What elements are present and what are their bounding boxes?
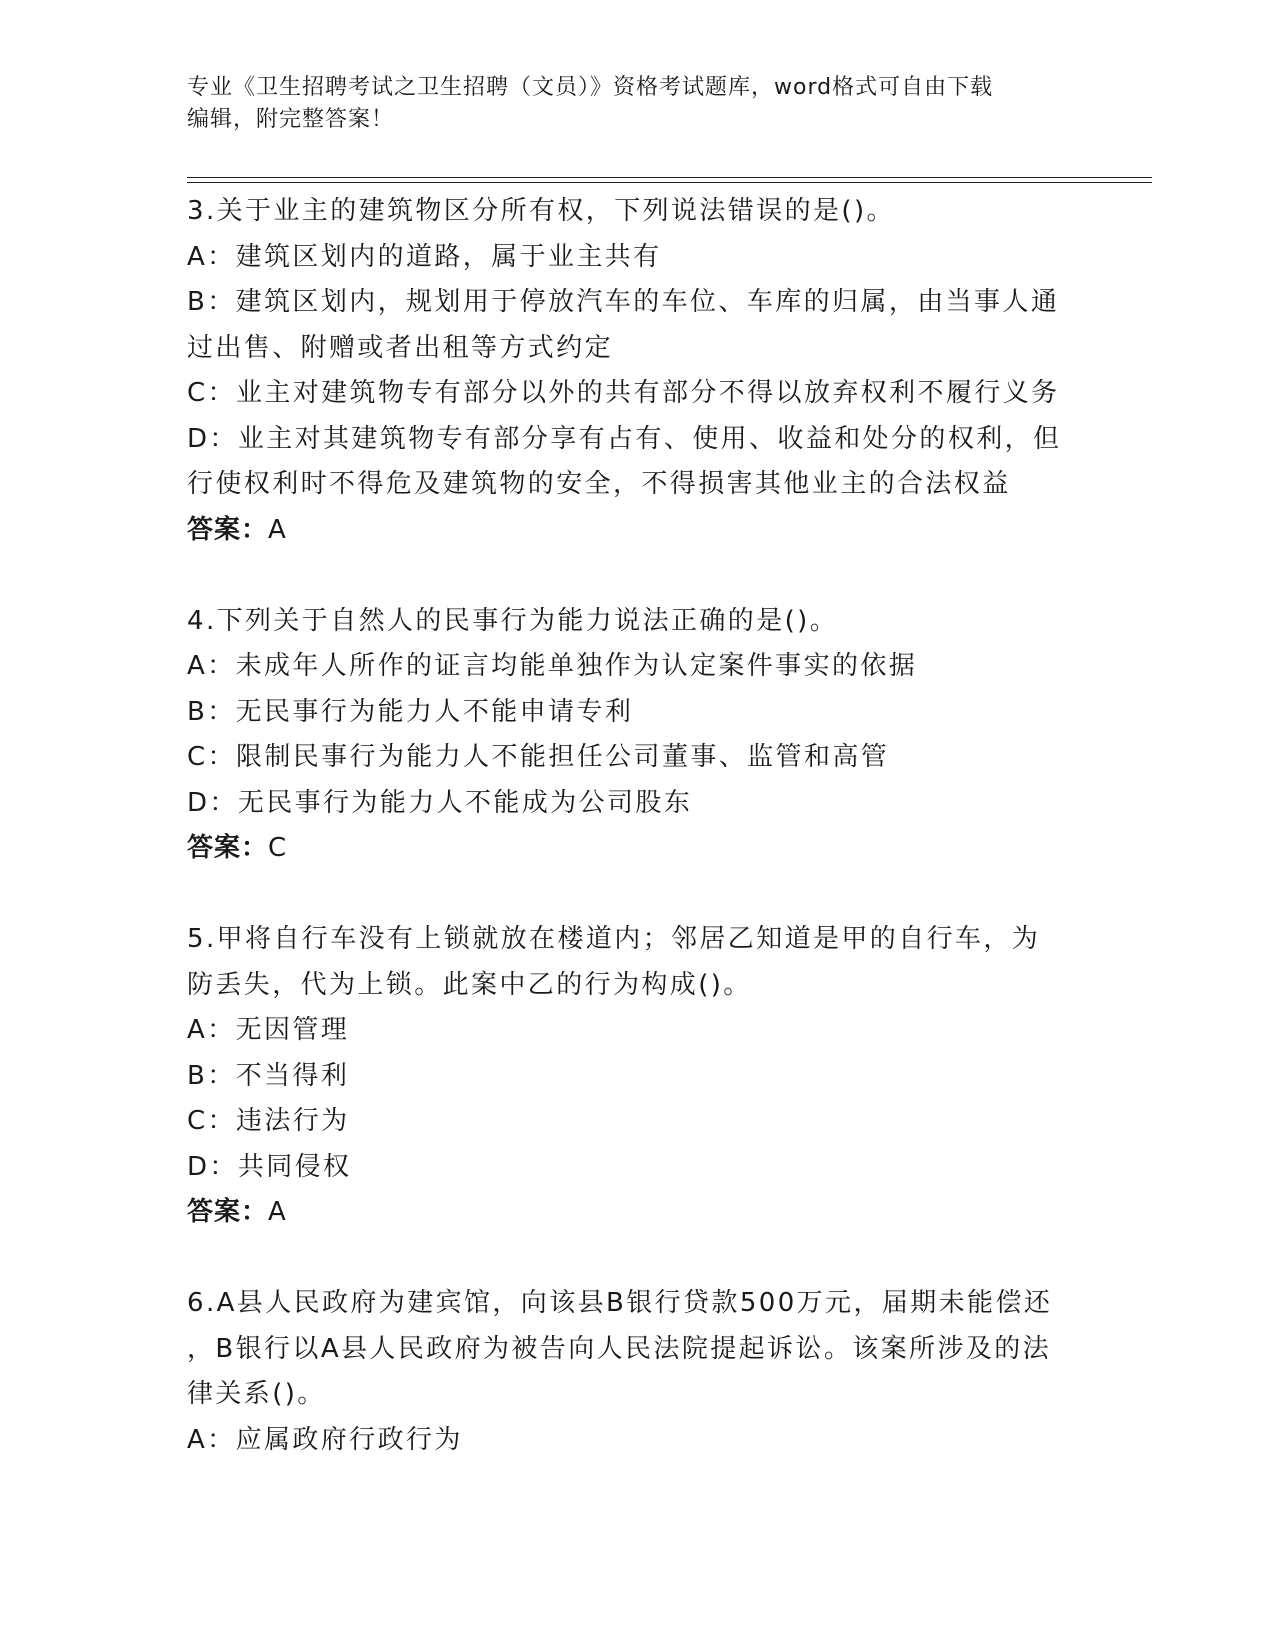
question-block (187, 917, 1087, 1236)
question-stem: 4.下列关于自然人的民事行为能力说法正确的是()。 (187, 605, 839, 636)
option-c: C：限制民事行为能力人不能担任公司董事、监管和高管 (187, 742, 890, 772)
option-a: A：应属政府行政行为 (187, 1424, 463, 1455)
option-d: D：共同侵权 (187, 1151, 352, 1182)
option-a: A：未成年人所作的证言均能单独作为认定案件事实的依据 (187, 651, 918, 681)
answer-label: 答案： (187, 1197, 269, 1227)
option-b: B：不当得利 (187, 1060, 350, 1091)
answer-label: 答案： (187, 514, 269, 545)
question-spacer (187, 1236, 1087, 1282)
question-stem: 5.甲将自行车没有上锁就放在楼道内；邻居乙知道是甲的自行车，为 (187, 924, 1041, 954)
header-line-2: 编辑，附完整答案！ (187, 107, 395, 132)
option-c: C：违法行为 (187, 1106, 350, 1136)
answer-line (187, 826, 1087, 872)
option-d-continued: 行使权利时不得危及建筑物的安全，不得损害其他业主的合法权益 (187, 469, 1011, 499)
option-b: B：无民事行为能力人不能申请专利 (187, 696, 634, 727)
answer-line (187, 1190, 1087, 1236)
answer-label: 答案： (187, 833, 269, 863)
question-stem-continued: ，B银行以A县人民政府为被告向人民法院提起诉讼。该案所涉及的法 (187, 1333, 1052, 1364)
answer-value: A (268, 1197, 287, 1227)
header-divider-bottom (187, 182, 1152, 183)
question-spacer (187, 553, 1087, 599)
question-stem: 6.A县人民政府为建宾馆，向该县B银行贷款500万元，届期未能偿还 (187, 1288, 1053, 1318)
header-line-1: 专业《卫生招聘考试之卫生招聘（文员）》资格考试题库，word格式可自由下载 (187, 75, 994, 100)
question-list (187, 189, 1087, 1463)
question-block (187, 189, 1087, 553)
option-c: C：业主对建筑物专有部分以外的共有部分不得以放弃权利不履行义务 (187, 378, 1060, 408)
answer-line (187, 508, 1087, 554)
option-b-continued: 过出售、附赠或者出租等方式约定 (187, 332, 614, 363)
question-stem: 3.关于业主的建筑物区分所有权，下列说法错误的是()。 (187, 196, 895, 226)
option-b: B：建筑区划内，规划用于停放汽车的车位、车库的归属，由当事人通 (187, 287, 1060, 317)
header-divider-top (187, 177, 1152, 178)
question-block (187, 1281, 1087, 1463)
option-d: D：业主对其建筑物专有部分享有占有、使用、收益和处分的权利，但 (187, 423, 1062, 454)
option-d: D：无民事行为能力人不能成为公司股东 (187, 787, 693, 818)
answer-value: C (268, 833, 288, 863)
question-stem-continued: 防丢失，代为上锁。此案中乙的行为构成()。 (187, 969, 752, 1000)
question-block (187, 599, 1087, 872)
question-stem-continued: 律关系()。 (187, 1379, 326, 1409)
question-spacer (187, 872, 1087, 918)
answer-value: A (268, 514, 287, 545)
document-header (187, 72, 1087, 136)
option-a: A：建筑区划内的道路，属于业主共有 (187, 241, 662, 272)
option-a: A：无因管理 (187, 1015, 350, 1045)
